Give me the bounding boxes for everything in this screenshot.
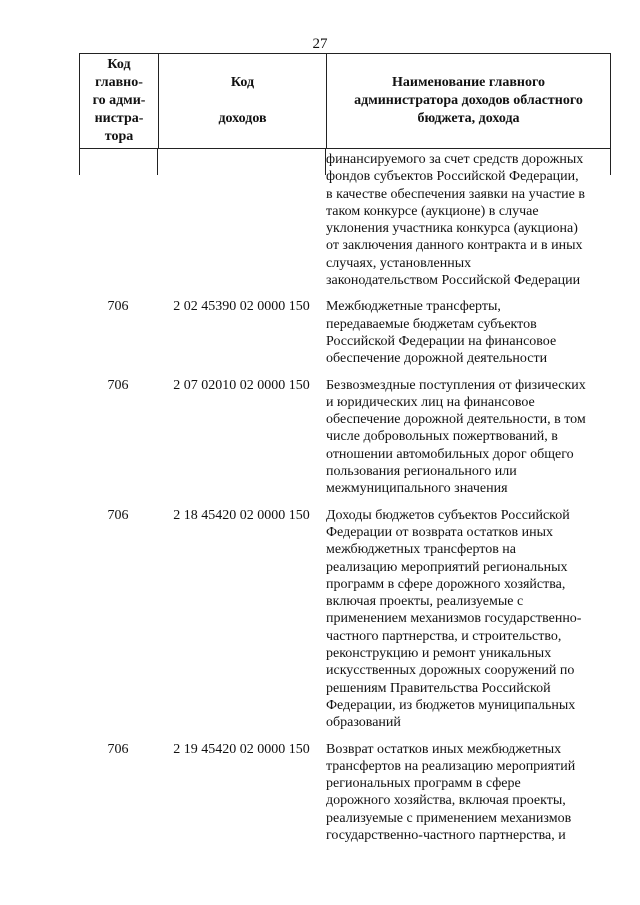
table-header (79, 53, 611, 149)
table-row (79, 377, 611, 498)
table-row (79, 298, 611, 367)
income-code-cell: 2 07 02010 02 0000 150 (173, 377, 310, 393)
income-name-cell: Межбюджетные трансферты, передаваемые бюджетам субъектов Российской Федерации на финансовое обеспечение дорожной деятельности (326, 299, 557, 367)
continuation-text: финансируемого за счет средств дорожных фондов субъектов Российской Федерации, в качестве обеспечения заявки на участие в таком конкурсе (аукционе) в случае уклонения участника конкурса (аукциона) от заключения данного контракта и в иных случаях, установленных законодательством Российской Федерации (326, 152, 585, 289)
income-code-cell: 2 02 45390 02 0000 150 (173, 299, 310, 315)
income-name-cell: Возврат остатков иных межбюджетных трансфертов на реализацию мероприятий региональных программ в сфере дорожного хозяйства, включая проекты, реализуемые с применением механизмов государственно-частного партнерства, и (326, 741, 576, 843)
income-name-cell: Безвозмездные поступления от физических и юридических лиц на финансовое обеспечение дорожной деятельности, в том числе добровольных пожертвований, в отношении автомобильных дорог общего пользования регионального или межмуниципального значения (326, 377, 586, 497)
income-code-cell: 2 18 45420 02 0000 150 (173, 507, 310, 523)
header-name: Наименование главного администратора доходов областного бюджета, дохода (326, 54, 610, 148)
income-name-cell: Доходы бюджетов субъектов Российской Федерации от возврата остатков иных межбюджетных трансфертов на реализацию мероприятий региональных программ в сфере дорожного хозяйства, включая проекты, реализуемые с применением механизмов государственно- частного партнерства, и строительство, реконструкцию и ремонт уникальных искусственных дорожных сооружений по решениям Правительства Российской Федерации, из бюджетов муниципальных образований (326, 507, 582, 731)
admin-code-cell: 706 (107, 507, 129, 523)
admin-code-cell: 706 (107, 377, 129, 393)
header-income-code: Код доходов (158, 54, 326, 148)
income-code-cell: 2 19 45420 02 0000 150 (173, 741, 310, 757)
table-row (79, 741, 611, 845)
page-number: 27 (312, 36, 328, 52)
admin-code-cell: 706 (107, 741, 129, 757)
table-row (79, 507, 611, 732)
admin-code-cell: 706 (107, 299, 129, 315)
table-body (79, 151, 611, 844)
header-admin-code: Код главно- го адми- нистра- тора (92, 57, 146, 144)
